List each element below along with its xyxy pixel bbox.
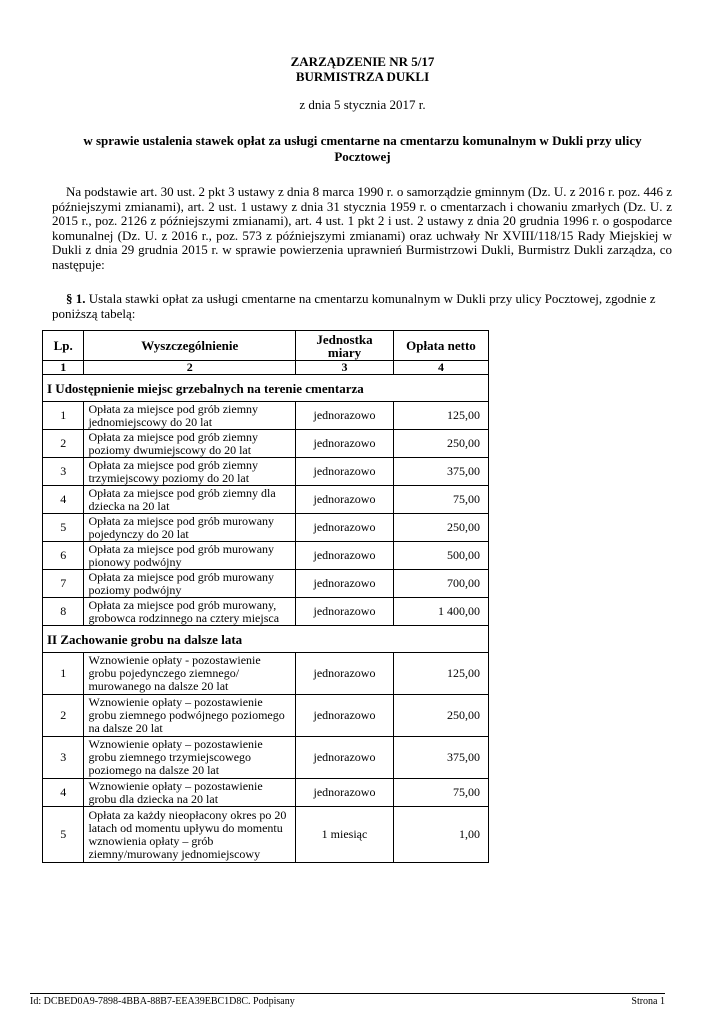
row-fee: 250,00 [393,430,488,458]
row-description: Opłata za miejsce pod grób murowany pionowy podwójny [84,542,296,570]
section-title: II Zachowanie grobu na dalsze lata [43,626,489,653]
section-row [43,626,489,653]
table-header-row [43,331,489,361]
row-unit: jednorazowo [296,695,394,737]
fee-table-body [43,375,489,863]
row-unit: jednorazowo [296,570,394,598]
row-description: Opłata za miejsce pod grób ziemny jednomiejscowy do 20 lat [84,402,296,430]
row-unit: jednorazowo [296,402,394,430]
table-row [43,695,489,737]
row-number: 3 [43,737,84,779]
row-description: Opłata za miejsce pod grób ziemny dla dziecka na 20 lat [84,486,296,514]
table-row [43,486,489,514]
table-row [43,598,489,626]
row-number: 5 [43,807,84,863]
row-description: Opłata za miejsce pod grób murowany, grobowca rodzinnego na cztery miejsca [84,598,296,626]
header-fee: Opłata netto [393,331,488,361]
header-unit: Jednostka miary [296,331,394,361]
column-number: 4 [393,361,488,375]
row-number: 7 [43,570,84,598]
row-fee: 250,00 [393,514,488,542]
row-fee: 250,00 [393,695,488,737]
row-number: 6 [43,542,84,570]
row-fee: 75,00 [393,779,488,807]
row-unit: jednorazowo [296,458,394,486]
row-fee: 1 400,00 [393,598,488,626]
row-description: Wznowienie opłaty – pozostawienie grobu ziemnego trzymiejscowego poziomego na dalsze 20 lat [84,737,296,779]
row-unit: 1 miesiąc [296,807,394,863]
row-number: 4 [43,486,84,514]
row-number: 2 [43,695,84,737]
column-number: 1 [43,361,84,375]
table-row [43,737,489,779]
row-description: Wznowienie opłaty - pozostawienie grobu pojedynczego ziemnego/ murowanego na dalsze 20 lat [84,653,296,695]
row-description: Opłata za miejsce pod grób ziemny trzymiejscowy poziomy do 20 lat [84,458,296,486]
row-fee: 125,00 [393,653,488,695]
table-row [43,458,489,486]
row-description: Opłata za każdy nieopłacony okres po 20 latach od momentu upływu do momentu wznowienia opłaty – grób ziemny/murowany jednomiejscowy [84,807,296,863]
row-fee: 125,00 [393,402,488,430]
row-number: 1 [43,653,84,695]
row-number: 8 [43,598,84,626]
row-unit: jednorazowo [296,430,394,458]
row-number: 2 [43,430,84,458]
row-fee: 75,00 [393,486,488,514]
section-title: I Udostępnienie miejsc grzebalnych na terenie cmentarza [43,375,489,402]
paragraph-1-text: Ustala stawki opłat za usługi cmentarne na cmentarzu komunalnym w Dukli przy ulicy Pocztowej, zgodnie z poniższą tabelą: [52,291,656,321]
table-row [43,542,489,570]
table-row [43,653,489,695]
row-unit: jednorazowo [296,514,394,542]
legal-basis-paragraph: Na podstawie art. 30 ust. 2 pkt 3 ustawy z dnia 8 marca 1990 r. o samorządzie gminnym (Dz. U. z 2016 r. poz. 446 z późniejszymi zmianami), art. 2 ust. 1 ustawy z dnia 31 stycznia 1959 r. o cmentarzach i chowaniu zmarłych (Dz. U. z 2015 r., poz. 2126 z późniejszymi zmianami), art. 4 ust. 1 pkt 2 i ust. 2 ustawy z dnia 20 grudnia 1996 r. o gospodarce komunalnej (Dz. U. z 2016 r., poz. 573 z późniejszymi zmianami) oraz uchwały Nr XVIII/118/15 Rady Miejskiej w Dukli z dnia 29 grudnia 2015 r. w sprawie powierzenia uprawnień Burmistrzowi Dukli, Burmistrz Dukli zarządza, co następuje: [52,184,672,272]
row-unit: jednorazowo [296,737,394,779]
row-fee: 375,00 [393,458,488,486]
row-unit: jednorazowo [296,653,394,695]
row-number: 3 [43,458,84,486]
table-row [43,514,489,542]
header-lp: Lp. [43,331,84,361]
fee-table [42,330,489,863]
row-number: 1 [43,402,84,430]
header-description: Wyszczególnienie [84,331,296,361]
document-title: ZARZĄDZENIE NR 5/17 [290,54,435,69]
column-number: 2 [84,361,296,375]
row-description: Wznowienie opłaty – pozostawienie grobu dla dziecka na 20 lat [84,779,296,807]
table-row [43,402,489,430]
row-number: 5 [43,514,84,542]
row-description: Opłata za miejsce pod grób murowany pojedynczy do 20 lat [84,514,296,542]
page-number: Strona 1 [631,996,665,1007]
row-number: 4 [43,779,84,807]
row-description: Opłata za miejsce pod grób murowany poziomy podwójny [84,570,296,598]
table-row [43,807,489,863]
row-description: Wznowienie opłaty – pozostawienie grobu ziemnego podwójnego poziomego na dalsze 20 lat [84,695,296,737]
footer-divider [30,993,665,994]
row-unit: jednorazowo [296,779,394,807]
document-date: z dnia 5 stycznia 2017 r. [299,97,426,112]
row-unit: jednorazowo [296,542,394,570]
row-fee: 500,00 [393,542,488,570]
table-row [43,430,489,458]
paragraph-mark: § 1. [66,291,86,306]
table-row [43,779,489,807]
section-row [43,375,489,402]
column-number: 3 [296,361,394,375]
document-subject: w sprawie ustalenia stawek opłat za usługi cmentarne na cmentarzu komunalnym w Dukli przy ulicy Pocztowej [83,133,642,164]
row-fee: 700,00 [393,570,488,598]
document-issuer: BURMISTRZA DUKLI [295,69,430,84]
row-unit: jednorazowo [296,486,394,514]
document-id: Id: DCBED0A9-7898-4BBA-88B7-EEA39EBC1D8C. Podpisany [30,996,295,1007]
paragraph-1 [52,291,672,321]
row-description: Opłata za miejsce pod grób ziemny poziomy dwumiejscowy do 20 lat [84,430,296,458]
table-row [43,570,489,598]
column-number-row [43,361,489,375]
row-fee: 1,00 [393,807,488,863]
row-fee: 375,00 [393,737,488,779]
row-unit: jednorazowo [296,598,394,626]
